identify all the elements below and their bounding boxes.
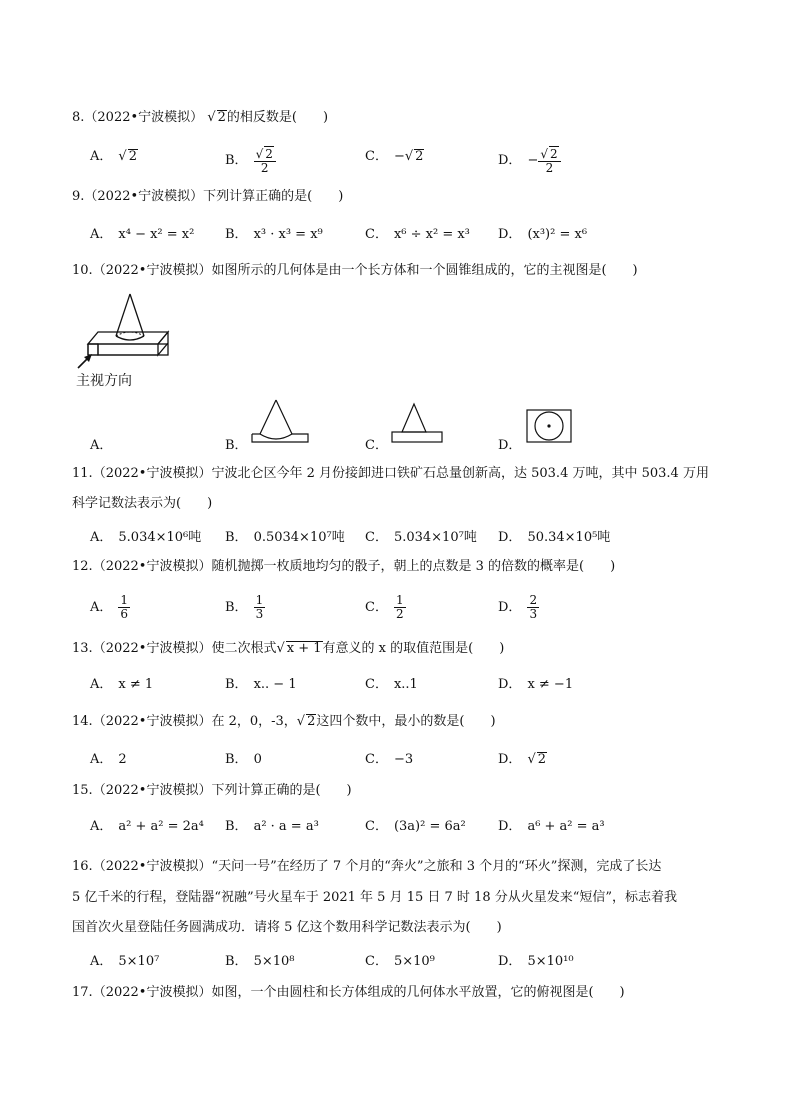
question-17: 17.（2022•宁波模拟）如图，一个由圆柱和长方体组成的几何体水平放置，它的俯视图是( ) <box>72 985 625 1000</box>
question-9: 9.（2022•宁波模拟）下列计算正确的是( ) <box>72 189 344 204</box>
question-stem: 的相反数是( <box>226 110 297 125</box>
option-d[interactable]: D． x ≠ −1 <box>498 677 574 692</box>
option-c[interactable]: C． $\frac{1}{2}$ <box>365 593 404 621</box>
option-d[interactable]: D． a⁶ + a² = a³ <box>498 819 605 834</box>
option-d[interactable]: D． <box>498 438 522 453</box>
question-8: 8.（2022•宁波模拟） √ 2的相反数是( ) <box>72 110 329 125</box>
question-16-line2: 5 亿千米的行程，登陆器“祝融”号火星车于 2021 年 5 月 15 日 7 时 18 分从火星发来“短信”，标志着我 <box>72 890 678 905</box>
question-13: 13.（2022•宁波模拟）使二次根式√ x + 1有意义的 x 的取值范围是( ) <box>72 641 505 656</box>
option-d[interactable]: D． √ 2 <box>498 752 547 767</box>
option-c[interactable]: C． 5×10⁹ <box>365 954 435 969</box>
option-b[interactable]: B． x³ · x³ = x⁹ <box>225 227 323 242</box>
option-b-figure <box>250 398 320 446</box>
option-b[interactable]: B． a² · a = a³ <box>225 819 319 834</box>
options-15 <box>90 816 710 842</box>
option-c[interactable]: C． <box>365 438 388 453</box>
option-b[interactable]: B． <box>225 438 248 453</box>
option-d[interactable]: D． − $\frac{√ 2}{2}$ <box>498 146 561 175</box>
option-a[interactable]: A． x ≠ 1 <box>90 677 154 692</box>
question-12: 12.（2022•宁波模拟）随机抛掷一枚质地均匀的骰子，朝上的点数是 3 的倍数的概率是( ) <box>72 559 616 574</box>
sqrt-expression: √ x + 1 <box>276 641 322 656</box>
option-b[interactable]: B． x.. − 1 <box>225 677 297 692</box>
question-16-line3: 国首次火星登陆任务圆满成功．请将 5 亿这个数用科学记数法表示为( ) <box>72 920 502 935</box>
sqrt-expression: √ 2 <box>296 714 316 729</box>
option-b[interactable]: B． $\frac{1}{3}$ <box>225 593 264 621</box>
view-direction-caption: 主视方向 <box>76 373 132 389</box>
option-c-figure <box>390 402 450 444</box>
option-a[interactable]: A． x⁴ − x² = x² <box>90 227 195 242</box>
question-14: 14.（2022•宁波模拟）在 2，0，-3，√ 2这四个数中，最小的数是( ) <box>72 714 496 729</box>
question-15: 15.（2022•宁波模拟）下列计算正确的是( ) <box>72 783 352 798</box>
option-d[interactable]: D． 50.34×10⁵吨 <box>498 530 611 545</box>
solid-figure <box>70 290 180 370</box>
option-c[interactable]: C． x⁶ ÷ x² = x³ <box>365 227 470 242</box>
option-c[interactable]: C． −√ 2 <box>365 149 424 164</box>
options-9 <box>90 224 710 250</box>
option-a[interactable]: A． $\frac{1}{6}$ <box>90 593 129 621</box>
option-c[interactable]: C． 5.034×10⁷吨 <box>365 530 477 545</box>
option-a[interactable]: A． 2 <box>90 752 127 767</box>
option-a[interactable]: A． √ 2 <box>90 149 137 164</box>
question-11: 11.（2022•宁波模拟）宁波北仑区今年 2 月份接卸进口铁矿石总量创新高，达 503.4 万吨，其中 503.4 万用 <box>72 466 709 481</box>
option-a[interactable]: A． 5×10⁷ <box>90 954 160 969</box>
question-source: （2022•宁波模拟） <box>84 110 204 125</box>
option-d-figure <box>525 408 575 444</box>
question-16: 16.（2022•宁波模拟）“天问一号”在经历了 7 个月的“奔火”之旅和 3 个月的“环火”探测，完成了长达 <box>72 859 662 874</box>
question-number: 8. <box>72 110 85 125</box>
question-stem: 下列计算正确的是( <box>211 783 321 798</box>
options-11 <box>90 527 710 553</box>
option-d[interactable]: D． 5×10¹⁰ <box>498 954 574 969</box>
options-16 <box>90 951 710 977</box>
option-c[interactable]: C． −3 <box>365 752 414 767</box>
question-stem: 下列计算正确的是( <box>203 189 313 204</box>
sqrt-expression: √ 2 <box>207 110 226 125</box>
option-b[interactable]: B． 5×10⁸ <box>225 954 295 969</box>
question-stem: 如图，一个由圆柱和长方体组成的几何体水平放置，它的俯视图是( <box>211 985 594 1000</box>
options-13 <box>90 674 710 700</box>
option-b[interactable]: B． $\frac{√ 2}{2}$ <box>225 146 276 175</box>
options-8 <box>90 146 710 175</box>
option-d[interactable]: D． (x³)² = x⁶ <box>498 227 588 242</box>
options-12 <box>90 594 710 620</box>
option-a[interactable]: A． <box>90 438 113 453</box>
question-11-line2: 科学记数法表示为( ) <box>72 496 213 511</box>
option-c[interactable]: C． x..1 <box>365 677 418 692</box>
option-d[interactable]: D． $\frac{2}{3}$ <box>498 593 538 621</box>
question-stem: 随机抛掷一枚质地均匀的骰子，朝上的点数是 3 的倍数的概率是( <box>211 559 585 574</box>
question-10: 10.（2022•宁波模拟）如图所示的几何体是由一个长方体和一个圆锥组成的，它的主视图是( ) <box>72 263 638 278</box>
option-a[interactable]: A． 5.034×10⁶吨 <box>90 530 202 545</box>
option-a[interactable]: A． a² + a² = 2a⁴ <box>90 819 204 834</box>
question-stem: 宁波北仑区今年 2 月份接卸进口铁矿石总量创新高，达 503.4 万吨，其中 503.4 万用 <box>211 466 709 481</box>
option-b[interactable]: B． 0.5034×10⁷吨 <box>225 530 345 545</box>
option-c[interactable]: C． (3a)² = 6a² <box>365 819 466 834</box>
question-stem: 如图所示的几何体是由一个长方体和一个圆锥组成的，它的主视图是( <box>211 263 607 278</box>
option-b[interactable]: B． 0 <box>225 752 262 767</box>
options-14 <box>90 749 710 775</box>
